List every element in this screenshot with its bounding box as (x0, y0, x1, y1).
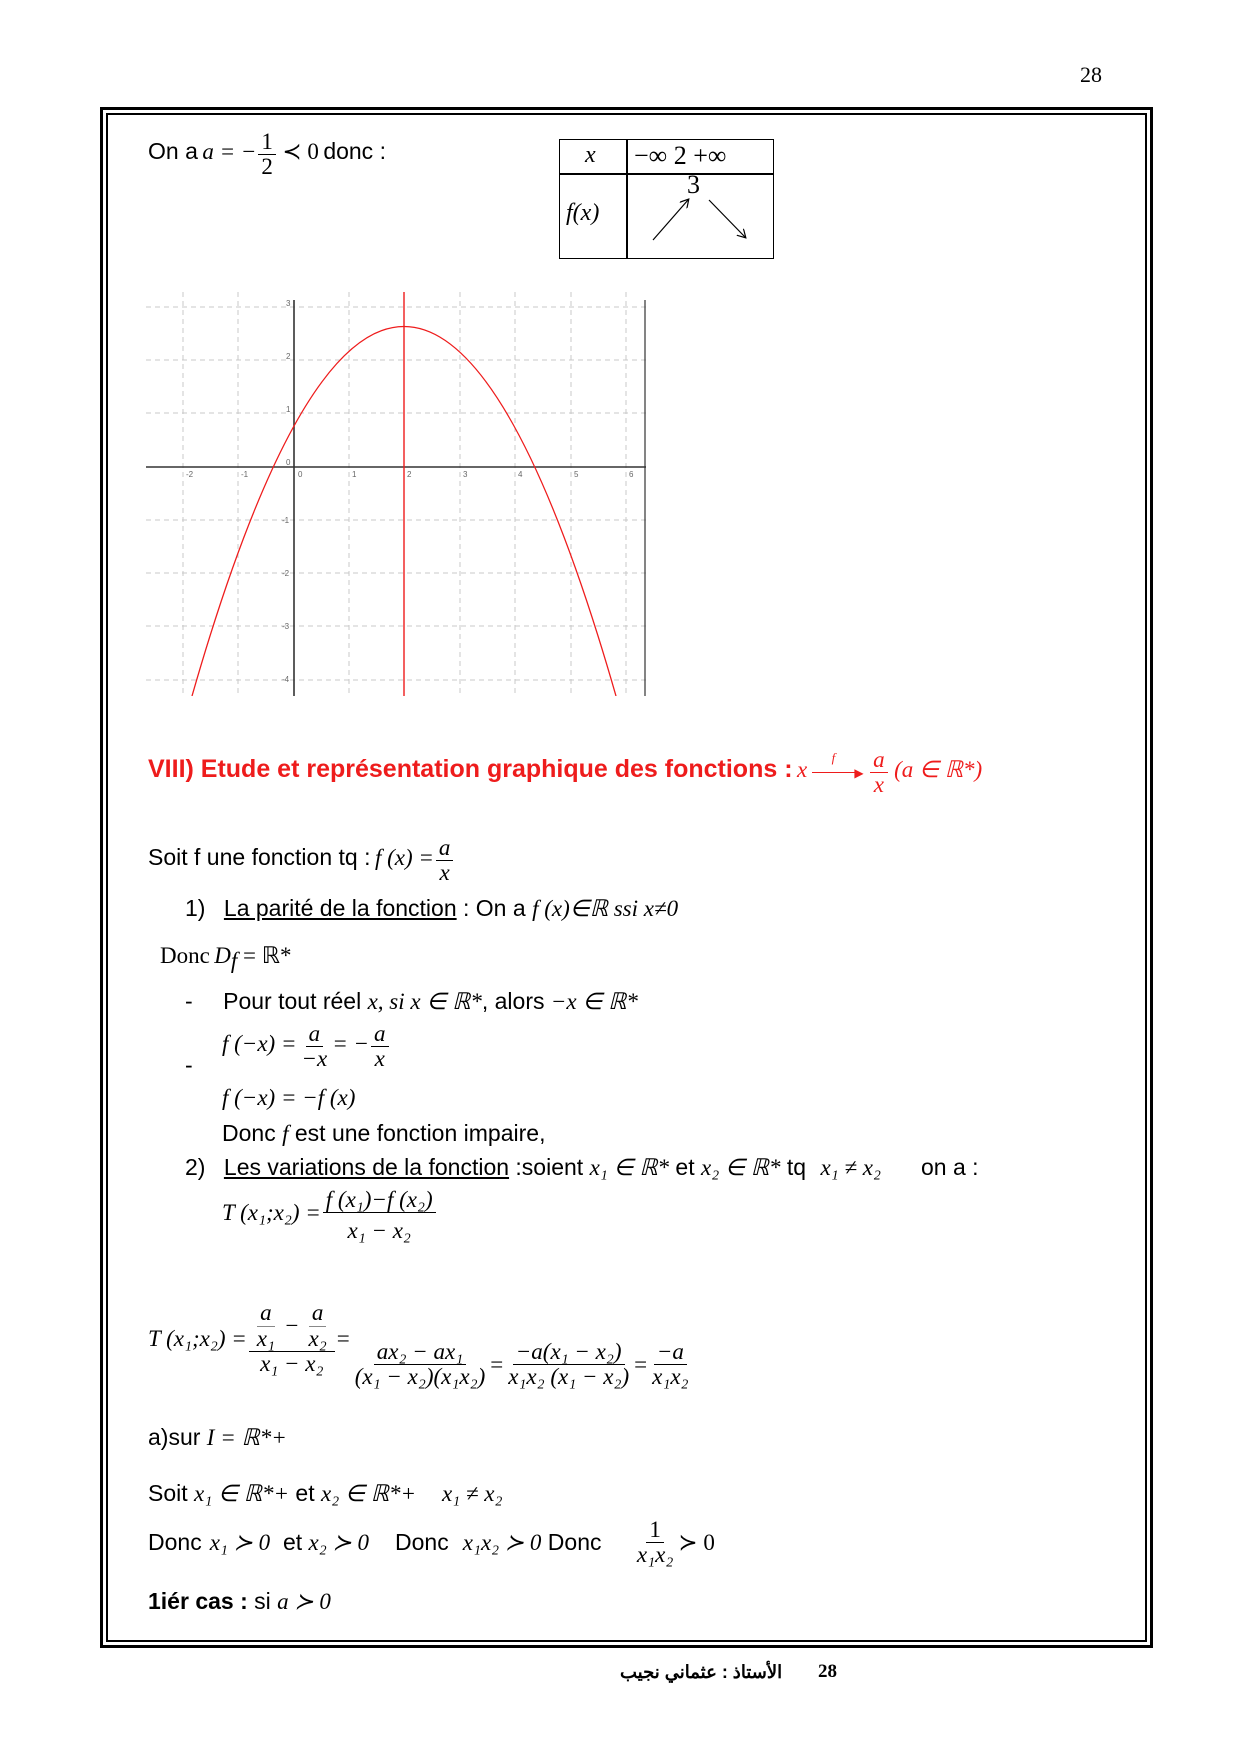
a-equals: a = − (202, 138, 257, 164)
svg-text:0: 0 (298, 470, 303, 479)
bullet: - (185, 988, 193, 1014)
text: Donc (395, 1529, 449, 1556)
text: si (247, 1588, 278, 1614)
fraction (649, 1340, 691, 1389)
case-label: 1iér cas : (148, 1588, 248, 1614)
fraction (298, 1022, 330, 1071)
map-arrow-icon: f ▶ (812, 772, 864, 773)
f-minus-x-line (222, 1022, 391, 1071)
svg-text:0: 0 (286, 458, 291, 467)
math: = ℝ* (237, 943, 292, 968)
math: T (x₁;x₂) = (148, 1325, 247, 1351)
math: x₁ ≠ x₂ (441, 1481, 503, 1506)
grid-lines (146, 292, 646, 696)
frac-den: x₁x₂ (636, 1542, 674, 1568)
lt-zero: ≺ 0 (282, 138, 319, 164)
variation-arrows (626, 174, 773, 258)
frac-den: x (439, 860, 450, 886)
parabola-graph (146, 292, 646, 696)
item-title: La parité de la fonction (223, 895, 457, 921)
table-fx-label: f(x) (566, 200, 600, 226)
math: D (214, 943, 231, 968)
frac-num: 1 (258, 130, 276, 155)
svg-text:4: 4 (518, 470, 523, 479)
frac-den: −x (301, 1046, 328, 1072)
math: T (x₁;x₂) = (222, 1199, 321, 1225)
item-number: 2) (185, 1154, 206, 1180)
svg-text:-4: -4 (282, 675, 290, 684)
frac-num: 1 (646, 1518, 664, 1543)
text: Soit f une fonction tq : (148, 843, 371, 870)
frac-den: x₁ − x₂ (347, 1218, 411, 1244)
variation-table (559, 139, 774, 259)
svg-text:3: 3 (286, 299, 291, 308)
svg-text:-2: -2 (186, 470, 194, 479)
minus: − (284, 1312, 300, 1338)
table-max-value: 3 (687, 170, 700, 199)
item-1-line (185, 895, 678, 922)
text: Donc (541, 1529, 608, 1556)
svg-text:5: 5 (574, 470, 579, 479)
table-x-values: −∞ 2 +∞ (634, 141, 727, 170)
frac-num: −a (654, 1340, 687, 1365)
frac-num: a (436, 836, 454, 861)
math: f (x)∈ℝ ssi x≠0 (532, 896, 679, 921)
dash-2-bullet: - (185, 1052, 193, 1078)
intro-text: On a (148, 137, 198, 164)
frac-den: x₁ − x₂ (260, 1350, 324, 1376)
math: f (−x) = (222, 1030, 297, 1056)
fraction (436, 836, 454, 885)
fraction (352, 1340, 488, 1389)
T-definition (222, 1188, 438, 1243)
math: f (282, 1121, 289, 1146)
text: et (669, 1154, 702, 1180)
fraction-one-half (258, 130, 276, 179)
text: : On a (456, 895, 533, 921)
sub-fraction (306, 1301, 330, 1350)
math: ≻ 0 (678, 1529, 715, 1555)
math: x₁ ∈ ℝ*+ (194, 1481, 290, 1506)
text: Donc (160, 943, 210, 968)
soit-f-line (148, 836, 455, 885)
svg-text:-1: -1 (241, 470, 249, 479)
text: Pour tout réel (223, 988, 368, 1014)
text: tq (780, 1154, 813, 1180)
math: x₁ ≻ 0 (209, 1529, 271, 1555)
svg-text:-3: -3 (282, 622, 290, 631)
math: x₁x₂ ≻ 0 (462, 1529, 542, 1555)
item-number: 1) (185, 895, 206, 921)
svg-text:2: 2 (407, 470, 412, 479)
map-x: x (796, 756, 808, 782)
svg-text:3: 3 (463, 470, 468, 479)
intro-line (148, 130, 386, 179)
frac-num: −a(x₁ − x₂) (513, 1340, 625, 1365)
item-title: Les variations de la fonction (223, 1154, 510, 1180)
fraction (505, 1340, 632, 1389)
frac-den: x (873, 772, 884, 798)
math: = − (332, 1030, 369, 1056)
arrow-down-icon (709, 200, 745, 237)
text: :soient (509, 1154, 590, 1180)
page-number: 28 (1080, 62, 1102, 87)
math: f (x) = (374, 844, 434, 870)
frac-num (249, 1301, 335, 1351)
arrow-up-icon (653, 200, 688, 240)
soit-line (148, 1480, 503, 1507)
math-sub: f (230, 948, 238, 973)
frac-num: a (257, 1301, 275, 1326)
donc-impaire-line (222, 1120, 545, 1147)
frac-num: ax₂ − ax₁ (374, 1340, 466, 1365)
fraction (634, 1518, 676, 1567)
svg-text:-1: -1 (282, 516, 290, 525)
T-computation (148, 1288, 694, 1389)
svg-text:1: 1 (286, 405, 291, 414)
footer-page-number: 28 (818, 1661, 837, 1682)
text: Donc (222, 1120, 283, 1146)
text: et (289, 1480, 321, 1506)
fraction (323, 1188, 436, 1243)
donc-df-line (160, 943, 291, 974)
text: Soit (148, 1480, 195, 1506)
equals: = (490, 1351, 504, 1377)
frac-den: x₂ (308, 1325, 327, 1351)
math: x₂ ∈ ℝ* (701, 1155, 781, 1180)
frac-num: f (x₁)−f (x₂) (323, 1188, 436, 1213)
svg-text:1: 1 (352, 470, 357, 479)
math: x₁ ∈ ℝ* (589, 1155, 670, 1180)
a-sur-line (148, 1424, 287, 1451)
map-f: f (831, 750, 836, 766)
svg-text:-2: -2 (282, 569, 290, 578)
frac-num: a (371, 1022, 389, 1047)
compound-fraction (249, 1301, 335, 1375)
text: a)sur (148, 1424, 207, 1450)
item-2-line (185, 1154, 979, 1181)
dash-1-line (185, 988, 638, 1015)
section-title: VIII) Etude et représentation graphique des fonctions : (148, 754, 793, 783)
frac-den: x₁ (256, 1325, 276, 1351)
svg-text:2: 2 (286, 352, 291, 361)
donc-positive-line (148, 1518, 715, 1567)
cas-1-line (148, 1588, 331, 1615)
section-viii-heading (148, 748, 982, 797)
equals: = (336, 1325, 350, 1351)
text: Donc (148, 1529, 202, 1556)
equals: = (634, 1351, 648, 1377)
donc-text: donc : (323, 137, 386, 164)
text: on a : (921, 1154, 979, 1180)
table-x-label: x (585, 142, 596, 168)
math: x₁ ≠ x₂ (820, 1155, 881, 1180)
math: a ≻ 0 (277, 1589, 331, 1614)
frac-num: a (306, 1022, 324, 1047)
f-odd-line: f (−x) = −f (x) (222, 1085, 356, 1110)
math: x₂ ≻ 0 (308, 1529, 370, 1555)
frac-num: a (870, 748, 888, 773)
frac-den: x (374, 1046, 385, 1072)
frac-den: x₁x₂ (652, 1364, 689, 1390)
map-fraction (870, 748, 888, 797)
text: , alors (481, 988, 551, 1014)
footer-author: الأستاذ : عثماني نجيب (620, 1662, 783, 1682)
frac-num: a (309, 1301, 327, 1326)
frac-den: 2 (261, 154, 273, 180)
frac-den: (x₁ − x₂)(x₁x₂) (354, 1364, 486, 1390)
frac-den: x₁x₂ (x₁ − x₂) (508, 1364, 630, 1390)
math: x₂ ∈ ℝ*+ (320, 1481, 416, 1506)
sub-fraction (254, 1301, 278, 1350)
math: −x ∈ ℝ* (550, 989, 638, 1014)
svg-text:6: 6 (629, 470, 634, 479)
text: est une fonction impaire, (288, 1120, 546, 1146)
math: I = ℝ*+ (206, 1425, 287, 1450)
text: et (270, 1529, 309, 1556)
map-condition: (a ∈ ℝ*) (894, 756, 983, 782)
fraction (371, 1022, 389, 1071)
math: x, si x ∈ ℝ* (367, 989, 482, 1014)
